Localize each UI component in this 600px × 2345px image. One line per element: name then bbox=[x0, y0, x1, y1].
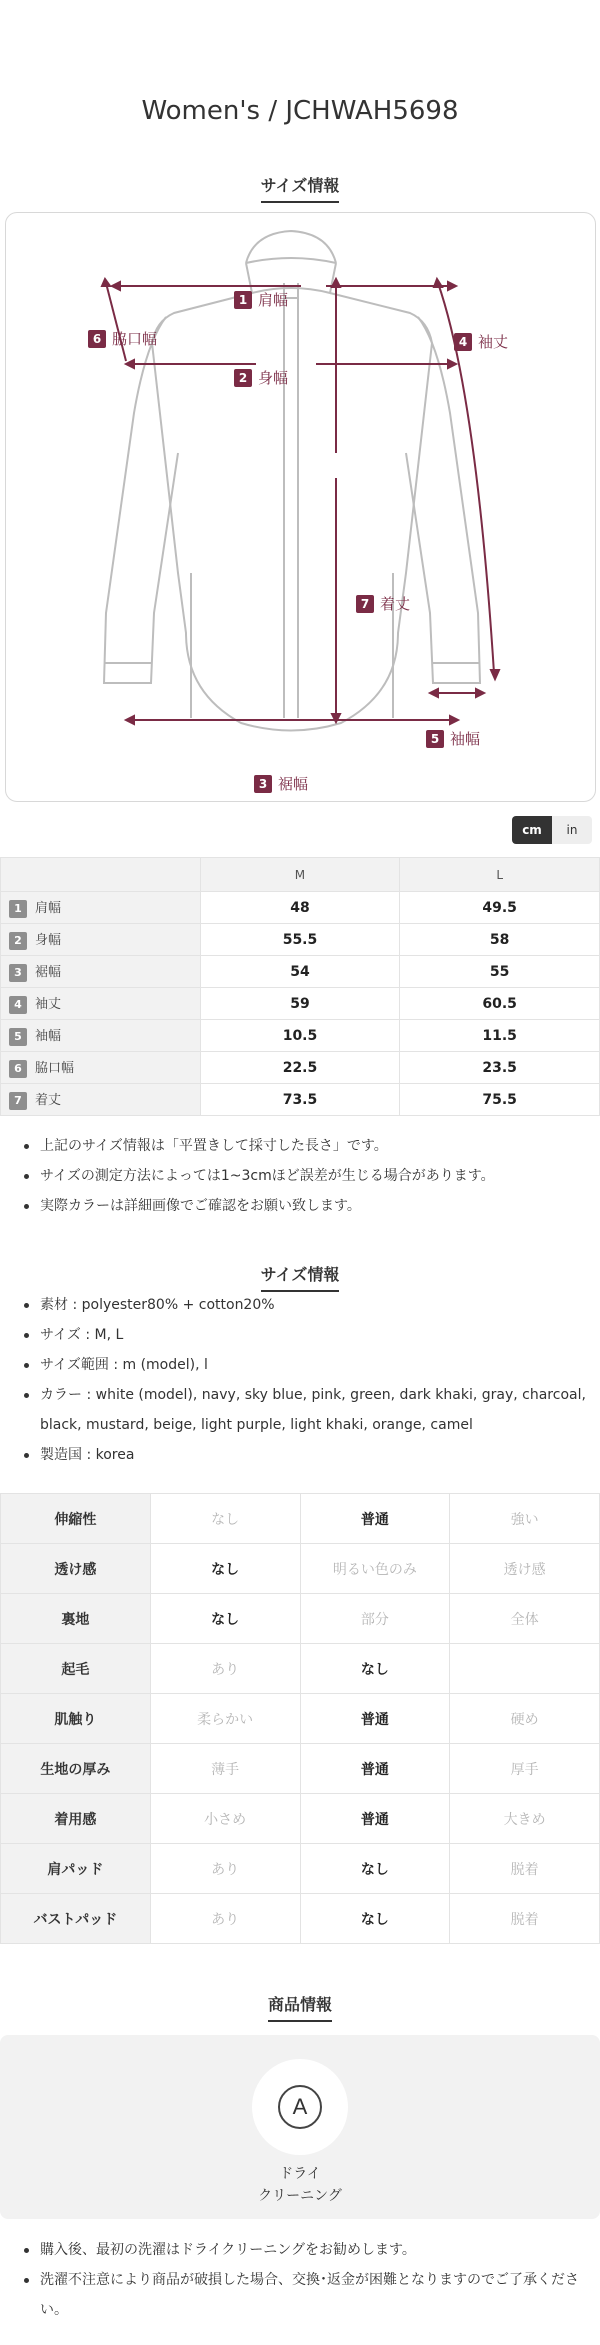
table-row bbox=[1, 1644, 600, 1694]
attribute-option: 普通 bbox=[300, 1494, 450, 1544]
table-row: 3 裾幅 54 55 bbox=[1, 956, 600, 988]
list-item: 実際カラーは詳細画像でご確認をお願い致します。 bbox=[22, 1191, 592, 1221]
size-notes bbox=[22, 1131, 592, 1221]
attribute-option: 強い bbox=[450, 1494, 600, 1544]
attribute-option bbox=[450, 1644, 600, 1694]
attribute-option: 大きめ bbox=[450, 1794, 600, 1844]
size-diagram bbox=[5, 212, 596, 802]
table-row bbox=[1, 1544, 600, 1594]
care-symbol bbox=[252, 2059, 348, 2155]
list-item: 上記のサイズ情報は「平置きして採寸した長さ」です。 bbox=[22, 1131, 592, 1161]
table-row bbox=[1, 1694, 600, 1744]
list-item: 洗濯不注意により商品が破損した場合、交換･返金が困難となりますのでご了承ください。 bbox=[22, 2265, 582, 2325]
attribute-option: なし bbox=[300, 1844, 450, 1894]
diagram-label-6: 6 脇口幅 bbox=[88, 328, 157, 349]
attribute-label: 起毛 bbox=[1, 1644, 151, 1694]
attribute-option: なし bbox=[300, 1644, 450, 1694]
list-item: 購入後、最初の洗濯はドライクリーニングをお勧めします。 bbox=[22, 2235, 582, 2265]
attribute-option: 明るい色のみ bbox=[300, 1544, 450, 1594]
diagram-label-5: 5 袖幅 bbox=[426, 728, 480, 749]
spec-origin: 製造国 : korea bbox=[22, 1440, 600, 1470]
product-title: Women's / JCHWAH5698 bbox=[141, 96, 459, 126]
unit-cm-button[interactable]: cm bbox=[512, 816, 552, 844]
attribute-option: 普通 bbox=[300, 1744, 450, 1794]
spec-section-title: サイズ情報 bbox=[0, 1262, 600, 1292]
size-table bbox=[0, 857, 600, 1116]
attribute-label: 肌触り bbox=[1, 1694, 151, 1744]
dry-clean-icon: A bbox=[278, 2085, 322, 2129]
diagram-label-2: 2 身幅 bbox=[234, 367, 288, 388]
shirt-diagram-svg bbox=[6, 213, 597, 803]
attribute-option: あり bbox=[150, 1844, 300, 1894]
attribute-option: なし bbox=[300, 1894, 450, 1944]
attribute-option: 脱着 bbox=[450, 1844, 600, 1894]
unit-toggle bbox=[512, 816, 592, 844]
attribute-option: 小さめ bbox=[150, 1794, 300, 1844]
attribute-option: 柔らかい bbox=[150, 1694, 300, 1744]
table-row bbox=[1, 1744, 600, 1794]
size-section-title: サイズ情報 bbox=[0, 173, 600, 203]
attribute-option: 普通 bbox=[300, 1694, 450, 1744]
diagram-label-1: 1 肩幅 bbox=[234, 289, 288, 310]
table-row: 6 脇口幅 22.5 23.5 bbox=[1, 1052, 600, 1084]
diagram-label-4: 4 袖丈 bbox=[454, 331, 508, 352]
table-row bbox=[1, 1844, 600, 1894]
shirt-outline bbox=[104, 231, 480, 731]
diagram-label-7: 7 着丈 bbox=[356, 593, 410, 614]
spec-size-range: サイズ範囲 : m (model), l bbox=[22, 1350, 600, 1380]
attribute-option: 部分 bbox=[300, 1594, 450, 1644]
attribute-option: あり bbox=[150, 1644, 300, 1694]
attribute-option: 全体 bbox=[450, 1594, 600, 1644]
attribute-label: 裏地 bbox=[1, 1594, 151, 1644]
attribute-label: 透け感 bbox=[1, 1544, 151, 1594]
table-row bbox=[1, 1794, 600, 1844]
table-row: 2 身幅 55.5 58 bbox=[1, 924, 600, 956]
attribute-option: なし bbox=[150, 1544, 300, 1594]
table-row bbox=[1, 1494, 600, 1544]
size-table-header bbox=[1, 858, 600, 892]
care-label: ドライ クリーニング bbox=[258, 2166, 342, 2204]
attribute-label: 肩パッド bbox=[1, 1844, 151, 1894]
attribute-option: なし bbox=[150, 1494, 300, 1544]
table-row: 7 着丈 73.5 75.5 bbox=[1, 1084, 600, 1116]
care-box bbox=[0, 2035, 600, 2219]
size-column-m: M bbox=[200, 858, 400, 892]
attribute-option: 硬め bbox=[450, 1694, 600, 1744]
unit-in-button[interactable]: in bbox=[552, 816, 592, 844]
attribute-option: 普通 bbox=[300, 1794, 450, 1844]
spec-color: カラー : white (model), navy, sky blue, pink, green, dark khaki, gray, charcoal, black, mustard, beige, light purple, light khaki, orange, camel bbox=[22, 1380, 600, 1440]
table-row bbox=[1, 1594, 600, 1644]
attribute-label: 生地の厚み bbox=[1, 1744, 151, 1794]
spec-list bbox=[22, 1290, 600, 1470]
care-notes bbox=[22, 2235, 582, 2325]
attribute-option: 脱着 bbox=[450, 1894, 600, 1944]
attribute-label: 着用感 bbox=[1, 1794, 151, 1844]
attribute-option: なし bbox=[150, 1594, 300, 1644]
attribute-option: あり bbox=[150, 1894, 300, 1944]
attribute-option: 透け感 bbox=[450, 1544, 600, 1594]
attribute-table bbox=[0, 1493, 600, 1944]
attribute-label: 伸縮性 bbox=[1, 1494, 151, 1544]
table-row bbox=[1, 1894, 600, 1944]
spec-material: 素材 : polyester80% + cotton20% bbox=[22, 1290, 600, 1320]
table-row: 4 袖丈 59 60.5 bbox=[1, 988, 600, 1020]
table-row: 5 袖幅 10.5 11.5 bbox=[1, 1020, 600, 1052]
table-row: 1 肩幅 48 49.5 bbox=[1, 892, 600, 924]
armhole-line bbox=[106, 283, 126, 361]
measure-lines bbox=[102, 279, 499, 724]
attribute-option: 薄手 bbox=[150, 1744, 300, 1794]
attribute-label: バストパッド bbox=[1, 1894, 151, 1944]
attribute-option: 厚手 bbox=[450, 1744, 600, 1794]
list-item: サイズの測定方法によっては1~3cmほど誤差が生じる場合があります。 bbox=[22, 1161, 592, 1191]
diagram-label-3: 3 裾幅 bbox=[254, 773, 308, 794]
size-column-l: L bbox=[400, 858, 600, 892]
spec-size: サイズ : M, L bbox=[22, 1320, 600, 1350]
product-section-title: 商品情報 bbox=[0, 1992, 600, 2022]
